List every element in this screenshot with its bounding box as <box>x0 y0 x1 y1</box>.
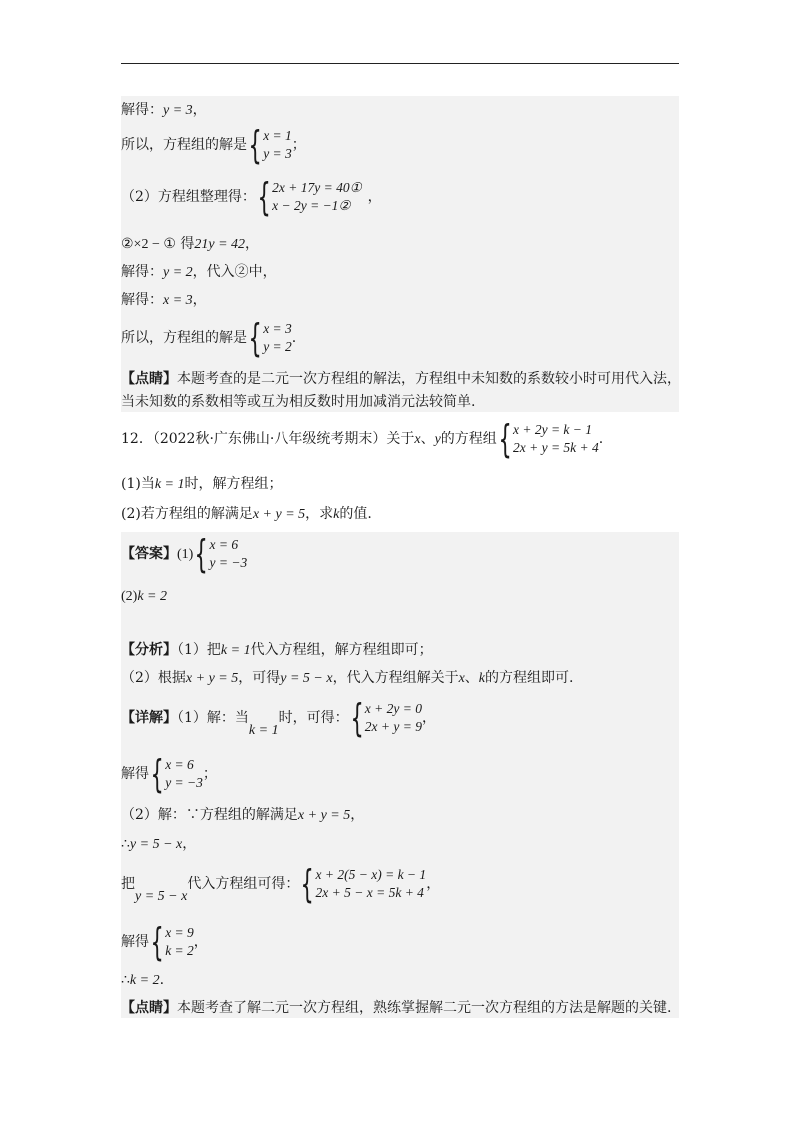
math: k <box>333 507 340 522</box>
detail-line-5 <box>121 864 440 904</box>
text: ，求 <box>305 506 334 522</box>
text: （2）根据 <box>121 670 186 686</box>
text: 所以，方程组的解是 <box>121 330 247 346</box>
analysis-label: 【分析】 <box>121 642 177 658</box>
eq: y = 2 <box>263 339 292 354</box>
solve-y2-line <box>121 262 277 283</box>
math: x = 3 <box>163 293 193 308</box>
text: 本题考查了解二元一次方程组，熟练掌握解二元一次方程组的方法是解题的关键. <box>177 1000 672 1016</box>
question-stem: 12．（2022秋·广东佛山·八年级统考期末）关于 <box>121 431 415 447</box>
comment-line-1 <box>121 369 681 389</box>
text: 把 <box>121 876 135 892</box>
text: 当未知数的系数相等或互为相反数时用加减消元法较简单. <box>121 394 476 410</box>
solve-y3-line <box>121 100 207 121</box>
math: y = 5 − x <box>129 837 183 852</box>
eq: 2x + y = 5k + 4 <box>512 440 599 455</box>
eq: x = 1 <box>263 128 292 143</box>
text: ， <box>192 102 207 118</box>
detail-line-4 <box>121 834 196 855</box>
math: y = 5 − x <box>135 889 188 904</box>
math: k = 1 <box>154 477 185 492</box>
text: 本题考查的是二元一次方程组的解法，方程组中未知数的系数较小时可用代入法， <box>177 371 681 387</box>
equation-system: { x = 9 k = 2 <box>150 920 194 964</box>
text: ， <box>426 876 441 892</box>
header-rule <box>121 63 679 64</box>
comment-label: 【点睛】 <box>121 371 177 387</box>
comment-line-2 <box>121 392 475 412</box>
text: ， <box>192 292 207 308</box>
equation-system: { x + 2y = 0 2x + y = 9 <box>350 696 422 740</box>
math: k = 1 <box>220 643 251 658</box>
text: 代入方程组，解方程组即可； <box>250 642 433 658</box>
text: ； <box>202 766 217 782</box>
part-number: (1) <box>177 547 194 562</box>
detail-line-3 <box>121 805 364 826</box>
equation-system: { 2x + 17y = 40① x − 2y = −1② <box>257 175 362 219</box>
text: (1)当 <box>121 476 155 492</box>
math: k = 1 <box>248 723 279 738</box>
detail-line-6 <box>121 922 208 962</box>
text: 解得： <box>121 102 163 118</box>
text: ，代入方程组解关于 <box>332 670 459 686</box>
text: 解得 <box>121 934 149 950</box>
eq: 2x + 17y = 40① <box>272 180 362 195</box>
math: ②×2 − ① <box>121 237 176 252</box>
math: 21y = 42 <box>194 237 246 252</box>
elimination-line <box>121 234 259 255</box>
text: ， <box>182 836 197 852</box>
detail-line-2 <box>121 754 217 794</box>
eq: x = 6 <box>165 757 194 772</box>
equation-system: { x = 6 y = −3 <box>194 532 248 576</box>
question-part-1 <box>121 474 283 495</box>
math: x <box>458 671 465 686</box>
text: . <box>291 330 297 346</box>
text: 时，解方程组； <box>184 476 283 492</box>
answer-label: 【答案】 <box>121 546 177 562</box>
math: k = 2 <box>137 589 167 604</box>
math: y <box>434 432 441 447</box>
eq: y = −3 <box>209 555 248 570</box>
math: x + y = 5 <box>185 671 239 686</box>
therefore-symbol: ∴ <box>121 837 130 852</box>
math: k = 2 <box>129 973 160 988</box>
part-number: (2) <box>121 589 138 604</box>
text: 代入方程组可得： <box>187 876 300 892</box>
equation-system: { x + 2y = k − 1 2x + y = 5k + 4 <box>498 417 599 461</box>
eq: x + 2y = k − 1 <box>512 422 593 437</box>
text: 所以，方程组的解是 <box>121 137 247 153</box>
detail-line-1 <box>121 698 436 738</box>
text: 的值. <box>339 506 372 522</box>
text: （1）解：当 <box>177 710 249 726</box>
eq: x + 2y = 0 <box>364 701 422 716</box>
equation-system: { x = 3 y = 2 <box>248 316 292 360</box>
text: ， <box>350 807 365 823</box>
text: ， <box>245 236 260 252</box>
text: 、 <box>464 670 479 686</box>
detail-line-7 <box>121 970 164 991</box>
eq: x = 3 <box>263 321 292 336</box>
analysis-line-1 <box>121 640 433 661</box>
solution-system-2 <box>121 318 296 358</box>
text: （1）把 <box>177 642 221 658</box>
answer-line-2 <box>121 586 167 607</box>
text: （2）解：∵方程组的解满足 <box>121 807 298 823</box>
eq: y = −3 <box>165 775 203 790</box>
text: 的方程组即可. <box>485 670 574 686</box>
detail-label: 【详解】 <box>121 710 177 726</box>
text: 的方程组 <box>440 431 497 447</box>
text: ， <box>193 934 208 950</box>
eq: x − 2y = −1② <box>272 198 351 213</box>
equation-system: { x = 1 y = 3 <box>248 123 292 167</box>
math: y = 2 <box>163 265 193 280</box>
comment-line-final <box>121 998 671 1018</box>
text: 时，可得： <box>278 710 349 726</box>
equation-system: { x + 2(5 − x) = k − 1 2x + 5 − x = 5k + 4 <box>300 862 427 906</box>
math: y = 3 <box>163 103 193 118</box>
text: 解得： <box>121 264 163 280</box>
eq: 2x + y = 9 <box>364 719 422 734</box>
text: （2）方程组整理得： <box>121 189 256 205</box>
text: 得 <box>180 236 195 252</box>
eq: k = 2 <box>165 943 194 958</box>
text: 、 <box>420 431 435 447</box>
answer-line-1 <box>121 534 247 574</box>
text: ，代入②中， <box>192 264 277 280</box>
comment-label: 【点睛】 <box>121 1000 177 1016</box>
equation-system: { x = 6 y = −3 <box>150 752 203 796</box>
math: x + y = 5 <box>297 808 351 823</box>
question-12 <box>121 419 603 459</box>
eq: x + 2(5 − x) = k − 1 <box>315 867 427 882</box>
math: x <box>414 432 421 447</box>
solve-x3-line <box>121 290 207 311</box>
text: ，可得 <box>238 670 281 686</box>
math: x + y = 5 <box>252 507 306 522</box>
text: ； <box>291 137 306 153</box>
therefore-symbol: ∴ <box>121 973 130 988</box>
text: ， <box>422 710 436 726</box>
analysis-line-2 <box>121 668 573 689</box>
text: 解得： <box>121 292 163 308</box>
rearranged-system <box>121 177 382 217</box>
question-part-2 <box>121 504 372 525</box>
text: . <box>159 972 165 988</box>
eq: 2x + 5 − x = 5k + 4 <box>315 885 424 900</box>
math: y = 5 − x <box>280 671 333 686</box>
text: (2)若方程组的解满足 <box>121 506 253 522</box>
eq: y = 3 <box>263 146 292 161</box>
math: k <box>478 671 486 686</box>
text: . <box>598 431 604 447</box>
text: ， <box>367 189 382 205</box>
eq: x = 6 <box>209 537 239 552</box>
eq: x = 9 <box>165 925 194 940</box>
solution-system-1 <box>121 125 306 165</box>
text: 解得 <box>121 766 149 782</box>
